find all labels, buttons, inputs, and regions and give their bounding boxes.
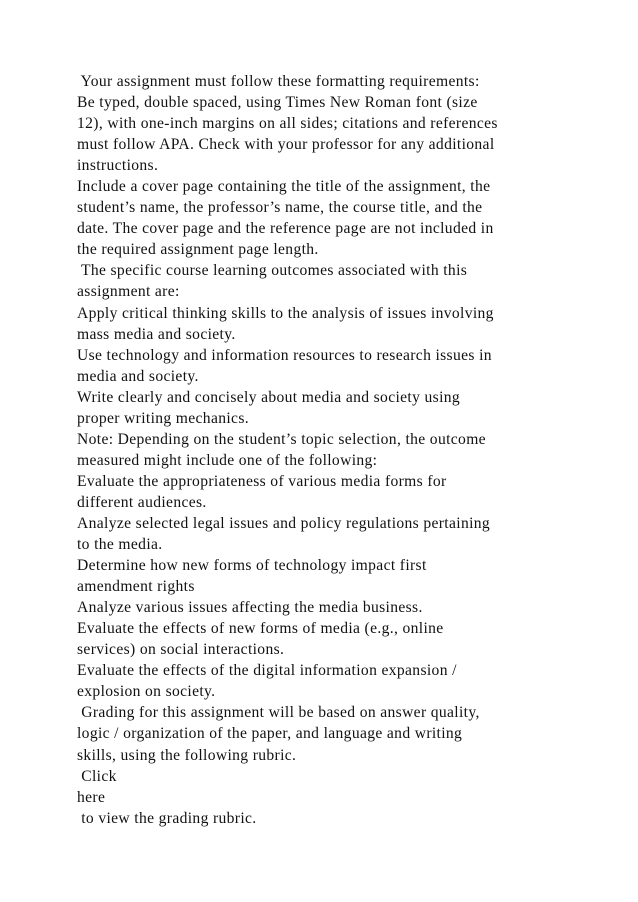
text-line: student’s name, the professor’s name, the course title, and the [77, 199, 483, 217]
text-line: assignment are: [77, 283, 180, 301]
text-line: different audiences. [77, 493, 207, 511]
text-line: Use technology and information resources to research issues in [77, 346, 492, 364]
text-line: 12), with one-inch margins on all sides; citations and references [77, 115, 498, 133]
text-line: Note: Depending on the student’s topic selection, the outcome [77, 430, 486, 448]
text-line: to the media. [77, 536, 163, 554]
text-line: must follow APA. Check with your professor for any additional [77, 136, 495, 154]
text-line: date. The cover page and the reference page are not included in [77, 220, 494, 238]
text-line: The specific course learning outcomes associated with this [77, 262, 468, 280]
text-line: here [77, 788, 106, 806]
assignment-text [77, 71, 632, 829]
text-line: services) on social interactions. [77, 641, 285, 659]
text-line: explosion on society. [77, 683, 216, 701]
text-line: the required assignment page length. [77, 241, 319, 259]
text-line: Analyze selected legal issues and policy regulations pertaining [77, 514, 491, 532]
text-line: logic / organization of the paper, and language and writing [77, 725, 463, 743]
text-line: Analyze various issues affecting the media business. [77, 599, 423, 617]
text-line: Include a cover page containing the title of the assignment, the [77, 178, 491, 196]
text-line: Evaluate the effects of the digital information expansion / [77, 662, 457, 680]
text-line: Write clearly and concisely about media and society using [77, 388, 461, 406]
text-line: to view the grading rubric. [77, 809, 257, 827]
text-line: instructions. [77, 157, 159, 175]
text-line: Grading for this assignment will be based on answer quality, [77, 704, 480, 722]
text-line: Your assignment must follow these formatting requirements: [77, 73, 480, 90]
text-line: Be typed, double spaced, using Times New Roman font (size [77, 94, 478, 112]
text-line: skills, using the following rubric. [77, 746, 297, 764]
text-line: mass media and society. [77, 325, 236, 343]
text-line: proper writing mechanics. [77, 409, 249, 427]
text-line: Click [77, 767, 117, 785]
text-line: amendment rights [77, 578, 195, 596]
text-line: Apply critical thinking skills to the analysis of issues involving [77, 304, 494, 322]
text-line: measured might include one of the following: [77, 451, 378, 469]
text-line: media and society. [77, 367, 199, 385]
text-line: Evaluate the appropriateness of various media forms for [77, 472, 447, 490]
text-line: Determine how new forms of technology impact first [77, 557, 427, 575]
text-line: Evaluate the effects of new forms of media (e.g., online [77, 620, 444, 638]
